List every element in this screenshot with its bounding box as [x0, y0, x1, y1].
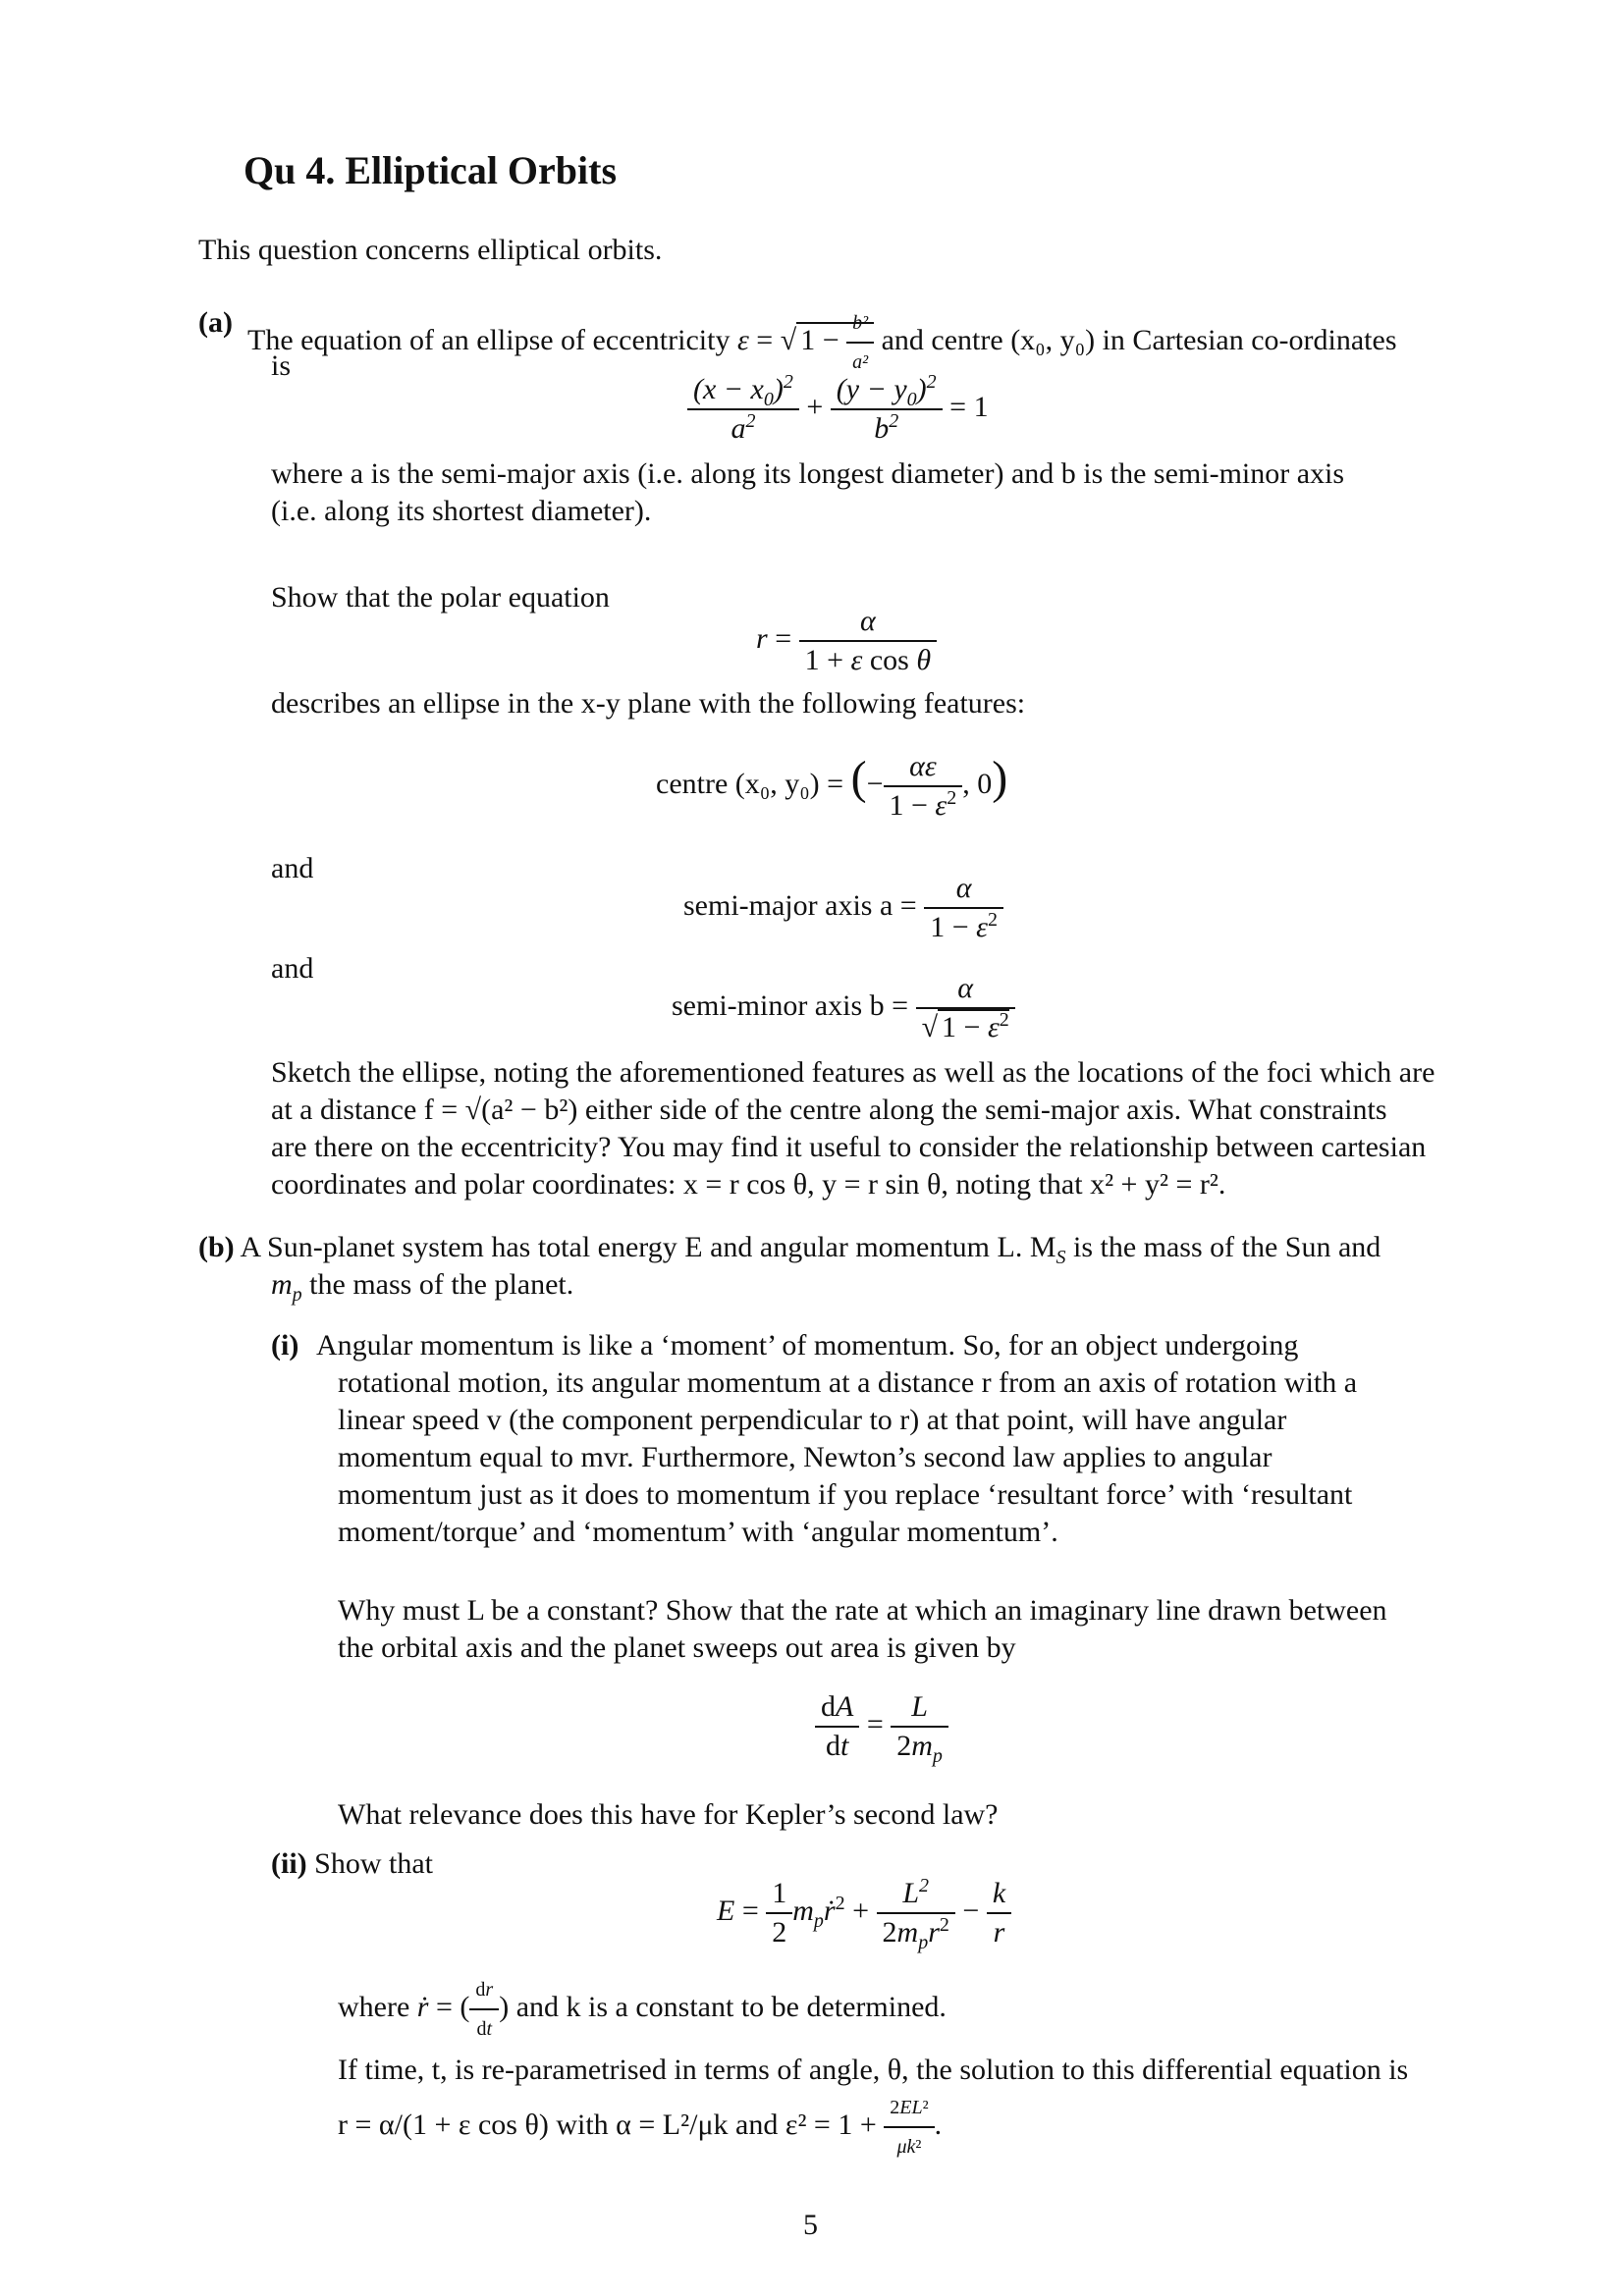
where-rdot-text: and k is a constant to be determined.	[515, 1990, 947, 2023]
energy-equation: E = $\frac{1}{2}$ $m_pṙ^2$ + $\frac{L^2}{2m_pr^2}$ − $\frac{k}{r}$	[717, 1875, 1011, 1951]
part-b-label: (b)	[198, 1231, 235, 1263]
question-title: Qu 4. Elliptical Orbits	[244, 148, 618, 192]
part-a-label-text: (a)	[198, 306, 233, 339]
part-a-text-prefix: The equation of an ellipse of eccentricity	[247, 323, 737, 356]
part-b-sub-p: p	[292, 1284, 302, 1306]
semiminor-label: semi-minor axis b =	[672, 988, 909, 1022]
i-line-4: momentum just as it does to momentum if you replace ‘resultant force’ with ‘resultant	[338, 1478, 1353, 1511]
page-number: 5	[803, 2209, 818, 2241]
part-b-ii-label: (ii)	[271, 1847, 307, 1880]
centre-equation: centre (x₀, y₀) = (− $\frac{\alpha\varepsilon}{1 - \varepsilon^2}$ , 0)	[656, 748, 1007, 825]
part-a-line1: The equation of an ellipse of eccentricity ε = √ 1 − $\frac{\text{b²}}{\text{a²}}$ and centre (x₀, y₀) in Cartesian co-ordinates	[247, 304, 1397, 381]
part-b-ii-text: Show that	[314, 1847, 433, 1880]
part-b-text1: A Sun-planet system has total energy E and angular momentum L. M	[240, 1231, 1056, 1263]
i-line-2: linear speed v (the component perpendicular to r) at that point, will have angular	[338, 1404, 1287, 1436]
time-line1: If time, t, is re-parametrised in terms of angle, θ, the solution to this differential equation is	[338, 2054, 1409, 2086]
describes-text: describes an ellipse in the x-y plane with the following features:	[271, 687, 1026, 720]
why-line1: Why must L be a constant? Show that the rate at which an imaginary line drawn between	[338, 1594, 1387, 1627]
part-b-text1-end: is the mass of the Sun and	[1065, 1231, 1381, 1263]
i-line-0: Angular momentum is like a ‘moment’ of momentum. So, for an object undergoing	[316, 1329, 1299, 1362]
semimajor-label: semi-major axis a =	[683, 888, 917, 922]
part-b-line1	[198, 1229, 1380, 1266]
ellipse-equation: $\frac{(x - x_0)^2}{a^2}$ + $\frac{(y - y_0)^2}{b^2}$ = 1	[687, 371, 989, 448]
sketch-line2: at a distance f = √(a² − b²) either side of the centre along the semi-major axis. What constraints	[271, 1094, 1387, 1126]
part-a-text-suffix: and centre (x₀, y₀) in Cartesian co-ordinates	[881, 323, 1397, 356]
part-b-ii-line	[271, 1845, 433, 1883]
part-b-sub-s: S	[1056, 1247, 1066, 1268]
and-text-2: and	[271, 952, 314, 985]
i-line-1: rotational motion, its angular momentum at a distance r from an axis of rotation with a	[338, 1366, 1358, 1399]
semimajor-equation: semi-major axis a = $\frac{\alpha}{1 - \varepsilon^2}$	[683, 870, 1003, 946]
i-line-3: momentum equal to mvr. Furthermore, Newton’s second law applies to angular	[338, 1441, 1272, 1473]
time-line2: r = α/(1 + ε cos θ) with α = L²/μk and ε² = 1 + $\frac{\text{2EL²}}{\text{μk²}}$ .	[338, 2089, 942, 2165]
centre-label: centre (x₀, y₀) =	[656, 767, 844, 800]
i-line-5: moment/torque’ and ‘momentum’ with ‘angular momentum’.	[338, 1516, 1058, 1548]
show-that-polar: Show that the polar equation	[271, 581, 610, 614]
where-rdot-line: where ṙ = ( $\frac{dr}{dt}$ ) and k is a constant to be determined.	[338, 1971, 947, 2048]
where-line1: where a is the semi-major axis (i.e. along its longest diameter) and b is the semi-minor axis	[271, 457, 1345, 490]
semiminor-equation: semi-minor axis b = $\frac{\alpha}{√ 1 - \varepsilon^2}$	[672, 970, 1015, 1046]
part-a-label	[198, 304, 233, 342]
and-text-1: and	[271, 852, 314, 884]
part-b-text2-end: the mass of the planet.	[301, 1268, 574, 1301]
time-line2-text: r = α/(1 + ε cos θ) with α = L²/μk and ε² = 1 +	[338, 2108, 877, 2141]
kepler-question: What relevance does this have for Kepler’s second law?	[338, 1798, 999, 1831]
sketch-line4: coordinates and polar coordinates: x = r cos θ, y = r sin θ, noting that x² + y² = r².	[271, 1168, 1226, 1201]
part-b-mp: m	[271, 1268, 293, 1301]
why-line2: the orbital axis and the planet sweeps out area is given by	[338, 1631, 1016, 1664]
polar-equation: r = $\frac{\alpha}{\text{1 + ε cos θ}}$	[756, 603, 937, 679]
intro-text: This question concerns elliptical orbits.	[198, 234, 663, 266]
part-b-line2	[271, 1266, 573, 1304]
where-line2: (i.e. along its shortest diameter).	[271, 495, 652, 527]
part-b-i-label: (i)	[271, 1329, 299, 1362]
sketch-line3: are there on the eccentricity? You may find it useful to consider the relationship between cartesian	[271, 1131, 1427, 1163]
sketch-line1: Sketch the ellipse, noting the aforementioned features as well as the locations of the foci which are	[271, 1056, 1435, 1089]
area-rate-equation: $\frac{dA}{dt}$ = $\frac{L}{2m_p}$	[815, 1688, 948, 1765]
part-a-line1-cont: is	[271, 349, 292, 382]
